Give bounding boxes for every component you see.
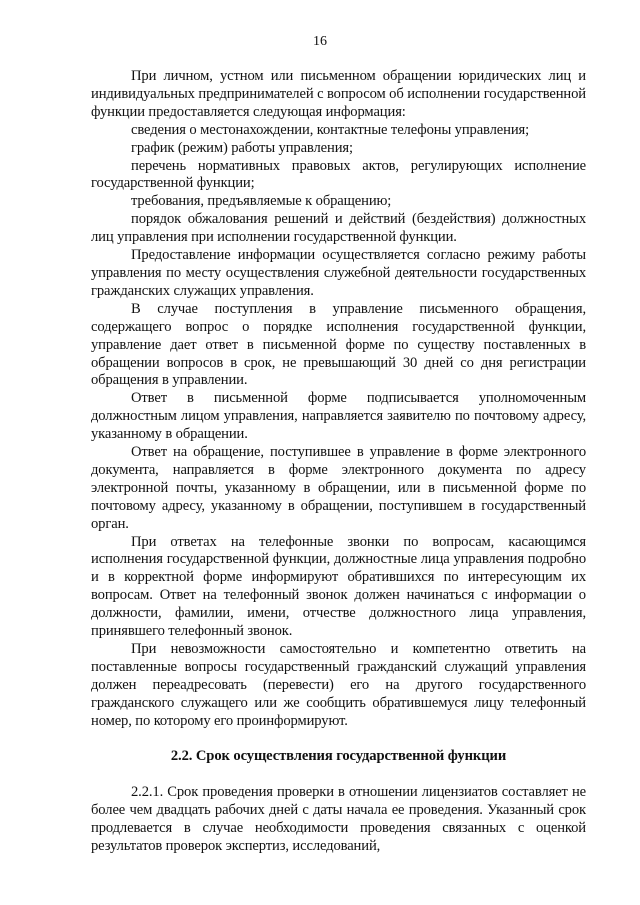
paragraph-requirements: требования, предъявляемые к обращению; bbox=[131, 193, 392, 210]
document-body bbox=[91, 68, 586, 856]
paragraph-written-response: Ответ в письменной форме подписывается уполномоченным должностным лицом управления, направляется заявителю по почтовому адресу, указанному в обращении. bbox=[91, 390, 586, 443]
section-spacer bbox=[91, 731, 586, 749]
paragraph-electronic-response: Ответ на обращение, поступившее в управление в форме электронного документа, направляется в форме электронного документа по адресу электронной почты, указанному в обращении, или в письменной форме по почтовому адресу, указанному в обращении, поступившем в государственный орган. bbox=[91, 444, 586, 532]
section-heading: 2.2. Срок осуществления государственной функции bbox=[170, 748, 507, 765]
paragraph-location-phones: сведения о местонахождении, контактные телефоны управления; bbox=[131, 121, 530, 138]
page-number: 16 bbox=[313, 34, 327, 49]
paragraph-phone-calls: При ответах на телефонные звонки по вопросам, касающимся исполнения государственной функции, должностные лица управления подробно и в корректной форме информируют обратившихся по интересующим их вопросам. Ответ на телефонный звонок должен начинаться с информации о должности, фамилии, имени, отчестве должностного лица управления, принявшего телефонный звонок. bbox=[91, 533, 586, 640]
section-spacer bbox=[91, 766, 586, 784]
paragraph-inquiry-info: При личном, устном или письменном обращении юридических лиц и индивидуальных предпринимателей с вопросом об исполнении государственной функции предоставляется следующая информация: bbox=[91, 68, 586, 120]
paragraph-written-request: В случае поступления в управление письменного обращения, содержащего вопрос о порядке исполнения государственной функции, управление дает ответ в письменной форме по существу поставленных в обращении вопросов в срок, не превышающий 30 дней со дня регистрации обращения в управлении. bbox=[91, 300, 586, 389]
paragraph-appeal-procedure: порядок обжалования решений и действий (бездействия) должностных лиц управления при исполнении государственной функции. bbox=[91, 211, 586, 246]
paragraph-inspection-term: 2.2.1. Срок проведения проверки в отношении лицензиатов составляет не более чем двадцать рабочих дней с даты начала ее проведения. Указанный срок продлевается в случае необходимости проведения связанных с оценкой результатов проверок экспертиз, исследований, bbox=[91, 784, 586, 854]
paragraph-information-provision: Предоставление информации осуществляется согласно режиму работы управления по месту осуществления служебной деятельности государственных гражданских служащих управления. bbox=[91, 247, 586, 299]
paragraph-legal-acts: перечень нормативных правовых актов, регулирующих исполнение государственной функции; bbox=[91, 157, 586, 192]
paragraph-redirect: При невозможности самостоятельно и компетентно ответить на поставленные вопросы государственный гражданский служащий управления должен переадресовать (перевести) его на другого государственного гражданского служащего или же сообщить обратившемуся лицу телефонный номер, по которому его проинформируют. bbox=[91, 641, 586, 729]
paragraph-work-schedule: график (режим) работы управления; bbox=[131, 139, 353, 156]
